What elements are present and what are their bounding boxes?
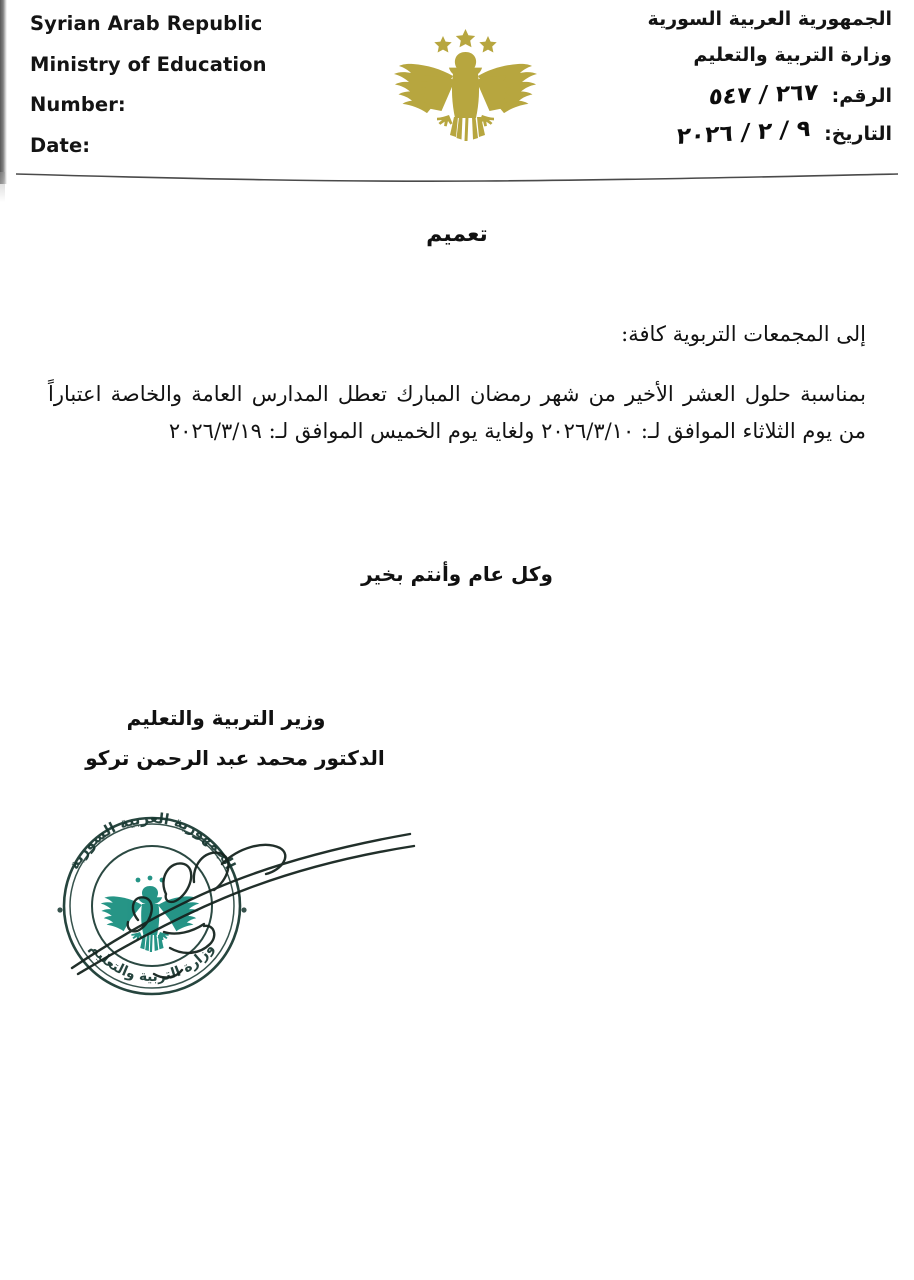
header-date-label-ar: التاريخ: — [824, 123, 892, 145]
closing-greeting: وكل عام وأنتم بخير — [361, 562, 553, 586]
header-divider — [14, 170, 900, 184]
signatory-name: الدكتور محمد عبد الرحمن تركو — [85, 746, 385, 770]
svg-text:الجمهورية العربية السورية: الجمهورية العربية السورية — [66, 810, 238, 873]
signatory-title: وزير التربية والتعليم — [126, 706, 326, 730]
header-arabic-block — [648, 10, 892, 158]
header-date-value: ٩ / ٢ / ٢٠٢٦ — [675, 115, 812, 151]
signature-block — [0, 706, 470, 770]
header-number-label-en: Number: — [30, 93, 126, 116]
header-date-label-en: Date: — [30, 133, 91, 157]
header-ministry-en: Ministry of Education — [30, 52, 267, 76]
header-number-value: ٢٦٧ / ٥٤٧ — [707, 79, 819, 111]
syrian-eagle-emblem-icon — [383, 16, 548, 166]
svg-text:وزارة التربية والتعليم: وزارة التربية والتعليم — [86, 940, 218, 986]
header-ministry-ar: وزارة التربية والتعليم — [693, 44, 892, 66]
document-header — [0, 0, 914, 190]
header-country-en: Syrian Arab Republic — [30, 12, 263, 35]
header-english-block — [30, 14, 267, 176]
header-number-label-ar: الرقم: — [831, 85, 892, 107]
official-seal — [42, 798, 442, 1013]
header-country-ar: الجمهورية العربية السورية — [647, 8, 892, 30]
header-date-field — [648, 115, 892, 151]
header-number-field — [648, 79, 892, 111]
body-paragraph: بمناسبة حلول العشر الأخير من شهر رمضان المبارك تعطل المدارس العامة والخاصة اعتباراً من يوم الثلاثاء الموافق لـ: ٢٠٢٦/٣/١٠ ولغاية يوم الخميس الموافق لـ: ٢٠٢٦/٣/١٩ — [48, 382, 866, 443]
salutation-line: إلى المجمعات التربوية كافة: — [621, 322, 866, 346]
page-title: تعميم — [426, 222, 488, 247]
